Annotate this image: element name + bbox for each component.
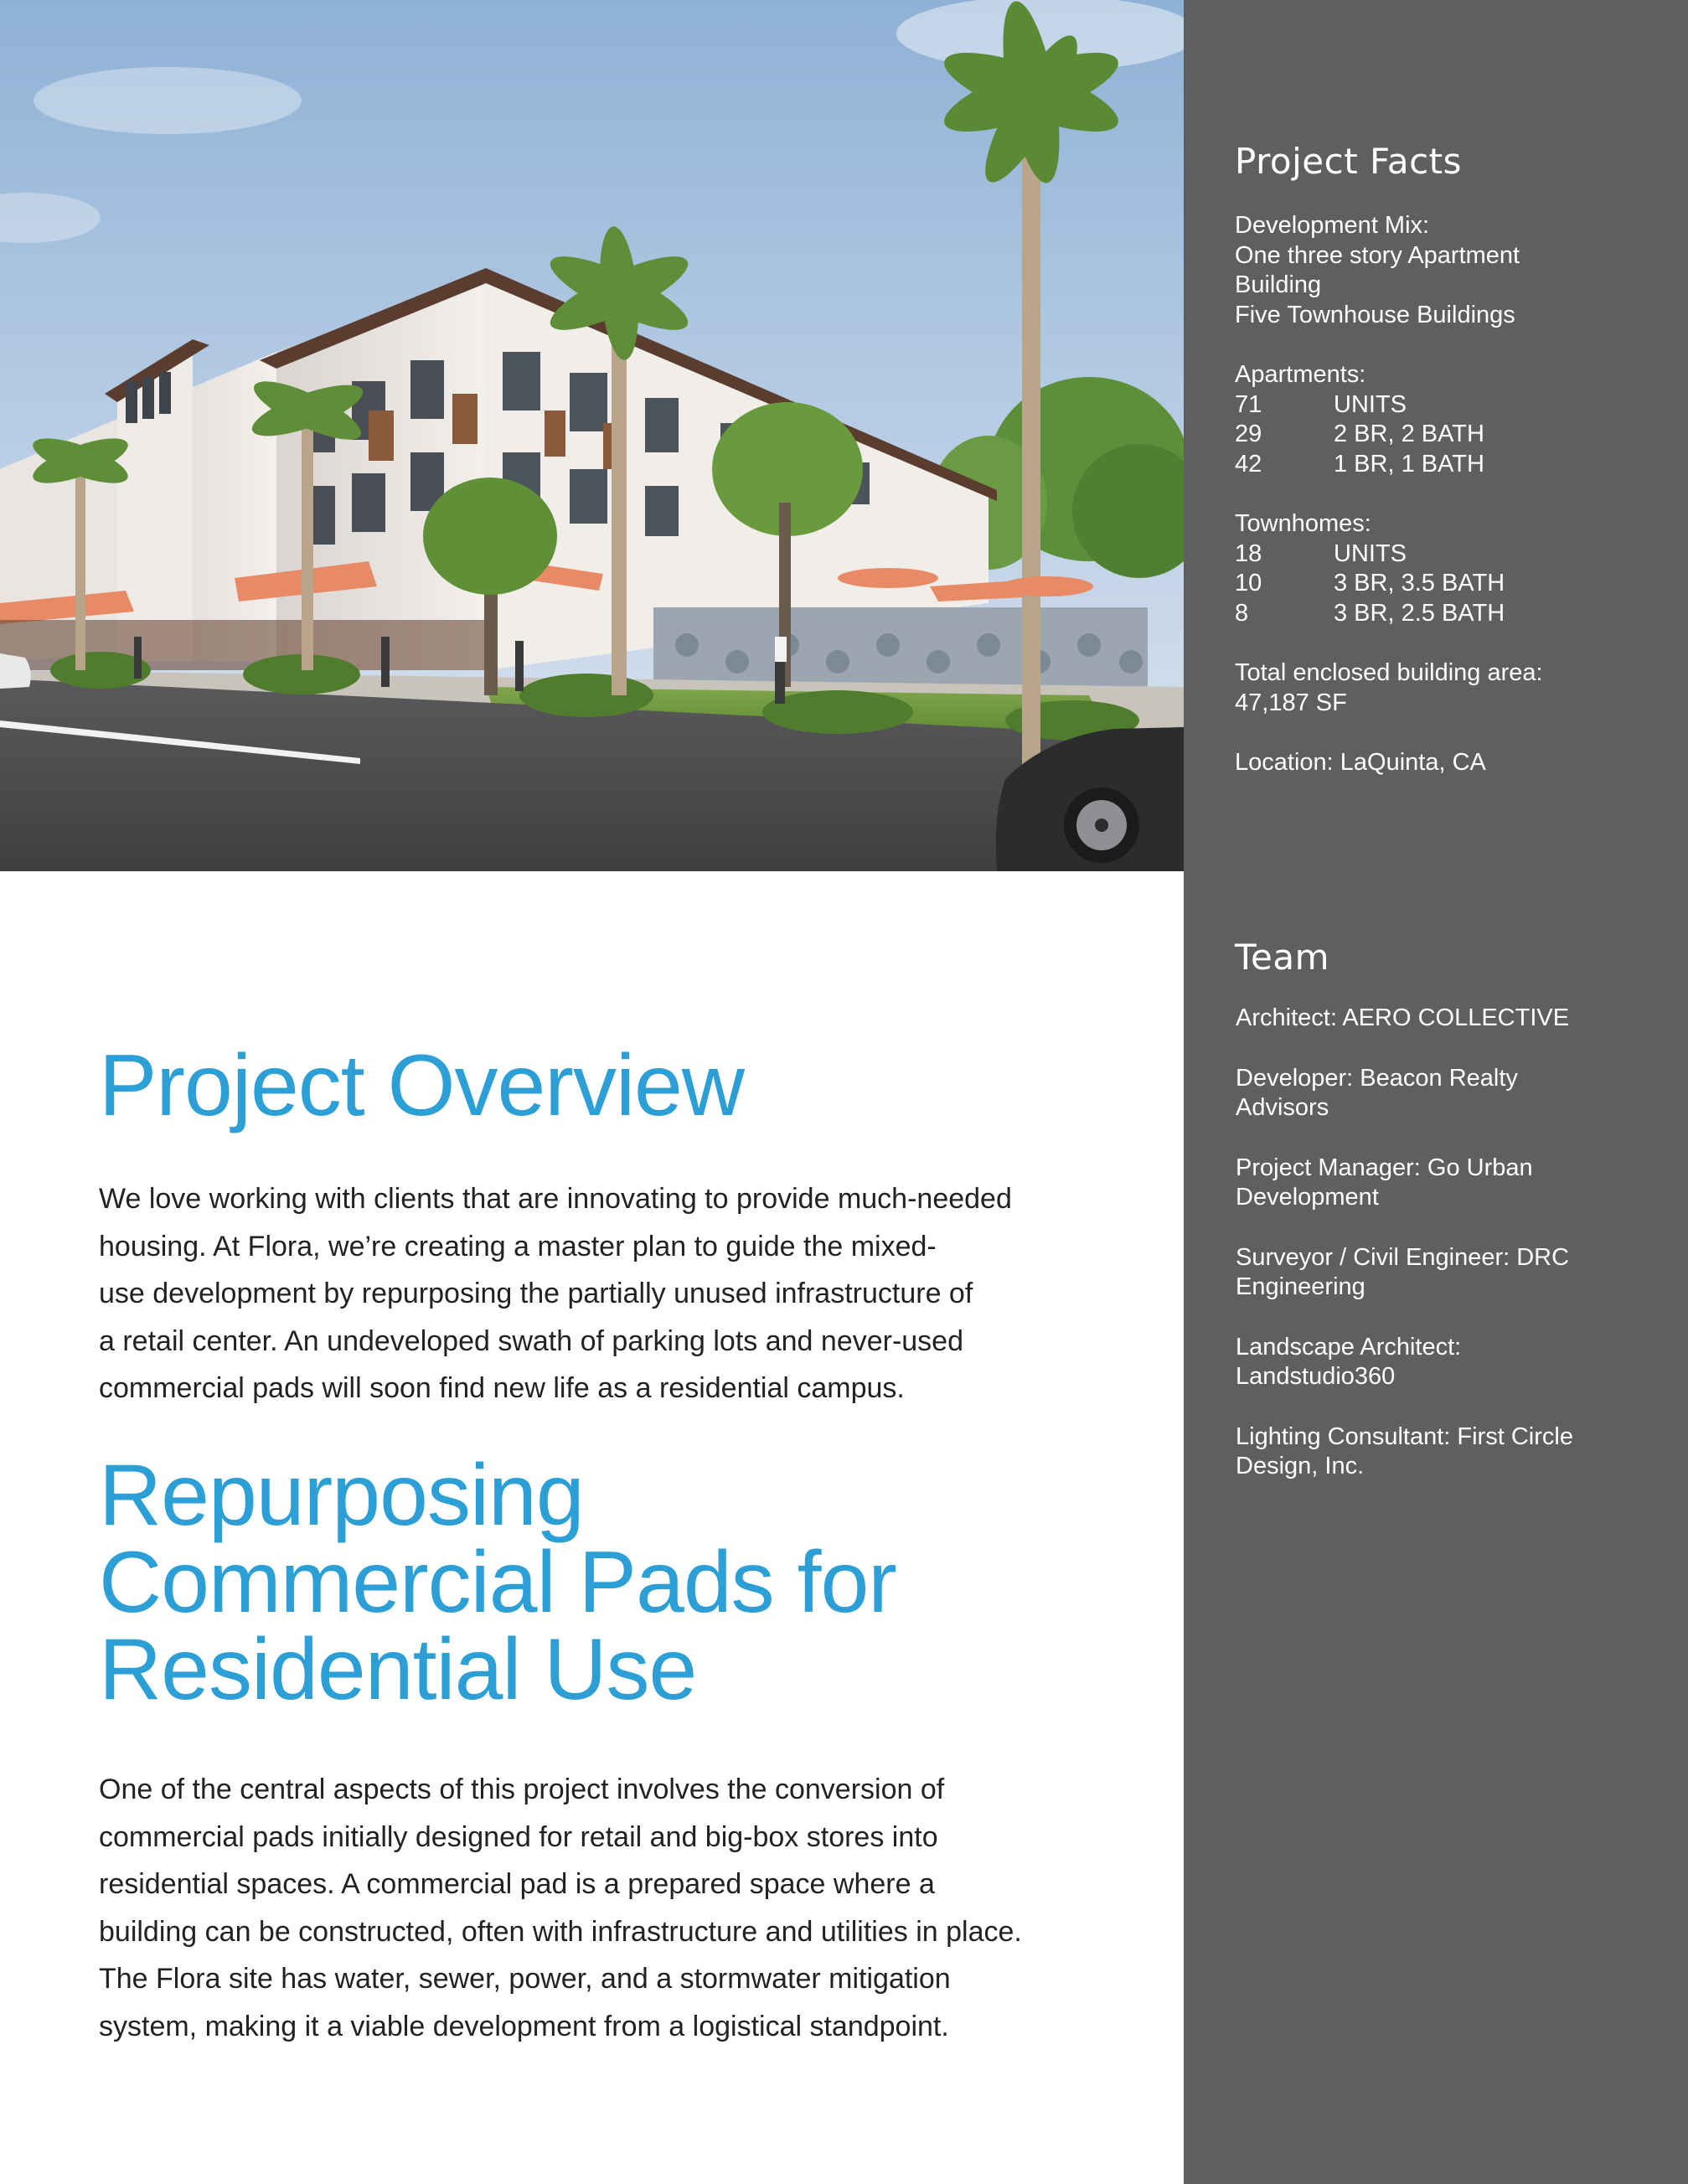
team-member-line: Lighting Consultant: First Circle bbox=[1236, 1422, 1573, 1450]
apartments-count: 71 bbox=[1235, 390, 1262, 418]
hero-rendering-image bbox=[0, 0, 1184, 871]
location-block bbox=[1235, 748, 1670, 778]
apartments-count: 42 bbox=[1235, 450, 1262, 478]
team-member-line: Development bbox=[1236, 1184, 1379, 1211]
team-member-line: Design, Inc. bbox=[1236, 1453, 1365, 1479]
title-line: Repurposing bbox=[99, 1447, 584, 1544]
building-area-block bbox=[1235, 658, 1670, 718]
team-member-architect bbox=[1236, 1004, 1621, 1034]
team-member-line: Project Manager: Go Urban bbox=[1236, 1154, 1533, 1181]
team-member-line: Landscape Architect: bbox=[1236, 1333, 1462, 1360]
team-member-lighting-consultant bbox=[1236, 1422, 1621, 1482]
team-member-developer bbox=[1236, 1064, 1621, 1123]
building-area-value: 47,187 SF bbox=[1235, 689, 1347, 716]
team-member-line: Engineering bbox=[1236, 1273, 1365, 1300]
project-overview-title: Project Overview bbox=[99, 1037, 744, 1134]
team-list bbox=[1236, 1004, 1621, 1512]
team-member-landscape-architect bbox=[1236, 1333, 1621, 1392]
townhomes-label: Townhomes: bbox=[1235, 510, 1371, 537]
apartments-label: Apartments: bbox=[1235, 361, 1366, 388]
apartments-block bbox=[1235, 360, 1670, 479]
paragraph-line: building can be constructed, often with infrastructure and utilities in place. bbox=[99, 1915, 1022, 1948]
apartments-type: 2 BR, 2 BATH bbox=[1334, 421, 1484, 447]
repurposing-title bbox=[99, 1447, 1104, 1718]
townhomes-count: 8 bbox=[1235, 599, 1249, 627]
repurposing-paragraph bbox=[99, 1766, 1138, 2050]
townhomes-block bbox=[1235, 509, 1670, 628]
project-overview-paragraph bbox=[99, 1175, 1104, 1412]
title-line: Commercial Pads for bbox=[99, 1534, 896, 1631]
development-mix-block bbox=[1235, 211, 1670, 330]
paragraph-line: One of the central aspects of this project involves the conversion of bbox=[99, 1774, 945, 1805]
apartments-type: 1 BR, 1 BATH bbox=[1334, 450, 1484, 478]
apartments-row bbox=[1235, 450, 1670, 480]
team-member-line: Developer: Beacon Realty bbox=[1236, 1064, 1518, 1092]
paragraph-line: commercial pads initially designed for retail and big-box stores into bbox=[99, 1820, 938, 1853]
townhomes-row bbox=[1235, 599, 1670, 629]
apartments-row bbox=[1235, 420, 1670, 450]
development-mix-line: Five Townhouse Buildings bbox=[1235, 301, 1515, 328]
team-member-surveyor bbox=[1236, 1243, 1621, 1303]
development-mix-line: Building bbox=[1235, 271, 1322, 298]
paragraph-line: use development by repurposing the partially unused infrastructure of bbox=[99, 1278, 973, 1309]
team-member-line: Surveyor / Civil Engineer: DRC bbox=[1236, 1243, 1570, 1271]
paragraph-line: housing. At Flora, we’re creating a master plan to guide the mixed- bbox=[99, 1230, 937, 1262]
hero-rendering-illustration bbox=[0, 0, 1184, 871]
townhomes-row bbox=[1235, 540, 1670, 570]
paragraph-line: residential spaces. A commercial pad is a prepared space where a bbox=[99, 1868, 935, 1900]
paragraph-line: We love working with clients that are innovating to provide much-needed bbox=[99, 1183, 1012, 1215]
location-text: Location: LaQuinta, CA bbox=[1235, 749, 1486, 776]
development-mix-label: Development Mix: bbox=[1235, 212, 1430, 239]
townhomes-count: 18 bbox=[1235, 540, 1262, 567]
townhomes-type: 3 BR, 2.5 BATH bbox=[1334, 599, 1505, 627]
team-member-line: Advisors bbox=[1236, 1094, 1329, 1121]
team-member-project-manager bbox=[1236, 1154, 1621, 1213]
paragraph-line: commercial pads will soon find new life as a residential campus. bbox=[99, 1372, 905, 1404]
paragraph-line: The Flora site has water, sewer, power, and a stormwater mitigation bbox=[99, 1963, 951, 1995]
team-member-line: Architect: AERO COLLECTIVE bbox=[1236, 1004, 1570, 1031]
townhomes-row bbox=[1235, 569, 1670, 599]
townhomes-type: UNITS bbox=[1334, 540, 1407, 567]
team-member-line: Landstudio360 bbox=[1236, 1363, 1396, 1390]
project-facts-heading: Project Facts bbox=[1235, 141, 1463, 182]
project-sidebar bbox=[1184, 0, 1688, 2184]
townhomes-type: 3 BR, 3.5 BATH bbox=[1334, 570, 1505, 596]
title-line: Residential Use bbox=[99, 1621, 697, 1718]
paragraph-line: a retail center. An undeveloped swath of parking lots and never-used bbox=[99, 1324, 964, 1357]
team-heading: Team bbox=[1235, 937, 1330, 978]
project-facts-list bbox=[1235, 211, 1670, 808]
development-mix-line: One three story Apartment bbox=[1235, 241, 1520, 269]
building-area-label: Total enclosed building area: bbox=[1235, 659, 1543, 686]
townhomes-count: 10 bbox=[1235, 570, 1262, 596]
paragraph-line: system, making it a viable development from a logistical standpoint. bbox=[99, 2010, 949, 2042]
apartments-count: 29 bbox=[1235, 421, 1262, 447]
apartments-type: UNITS bbox=[1334, 390, 1407, 418]
apartments-row bbox=[1235, 390, 1670, 421]
